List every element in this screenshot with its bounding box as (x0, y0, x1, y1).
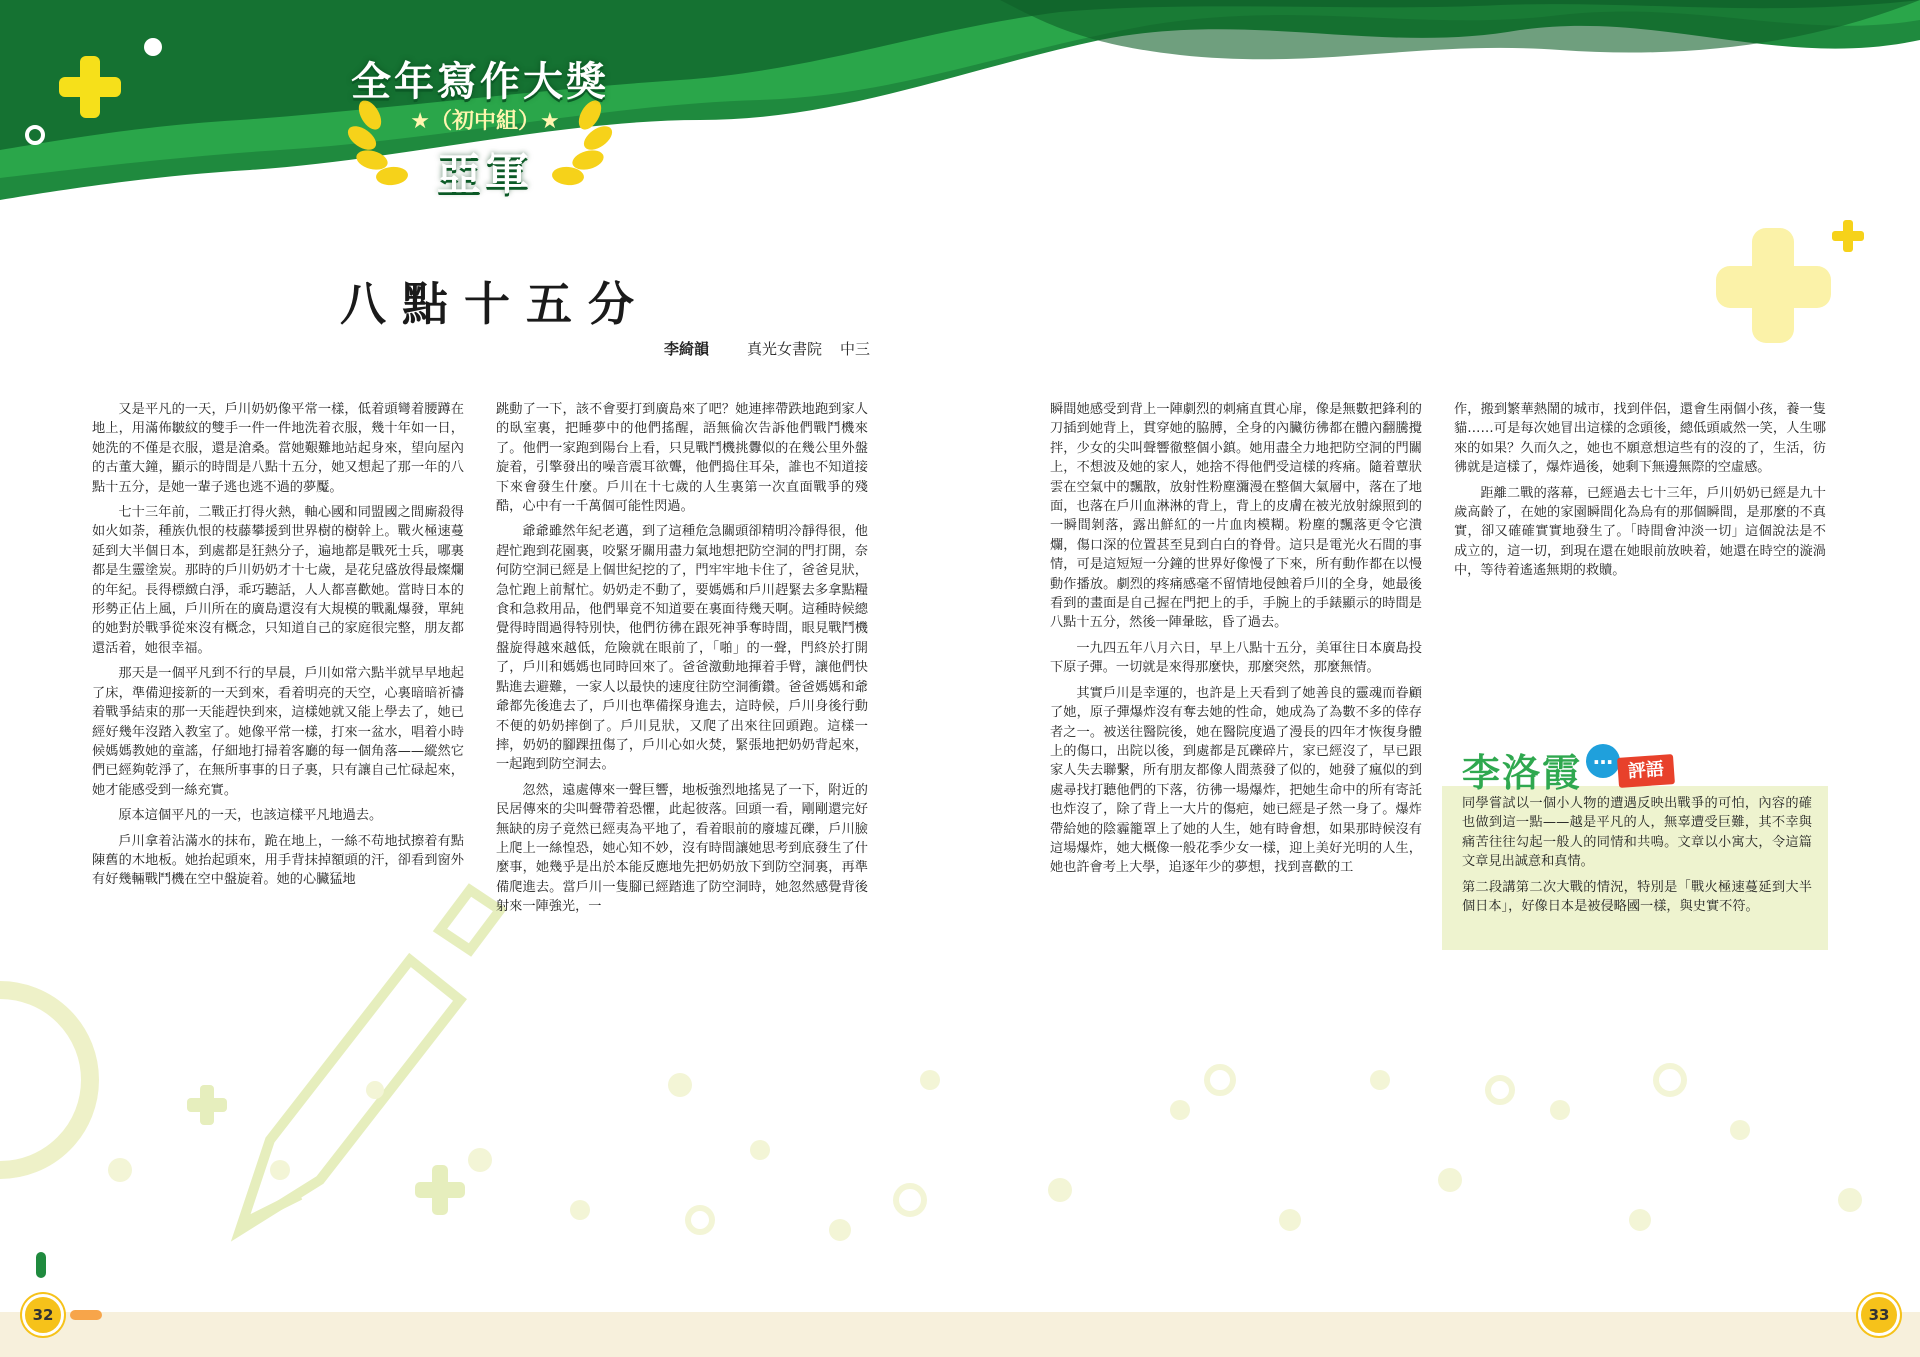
page-number-left: 32 (22, 1294, 64, 1336)
paragraph: 瞬間她感受到背上一陣劇烈的刺痛直貫心扉，像是無數把鋒利的刀插到她背上，貫穿她的脇膊，全身的內臟彷彿都在體內翻騰攪拌，少女的尖叫聲響徹整個小鎮。她用盡全力地把防空洞的門關上，不想波及她的家人，她捨不得他們受這樣的疼痛。隨着蕈狀雲在空氣中的飄散，放射性粉塵瀰漫在整個大氣層中，落在了地面，也落在戶川血淋淋的背上，背上的皮膚在被光放射線照到的一瞬間剝落，露出鮮紅的一片血肉模糊。粉塵的飄落更令它潰爛，傷口深的位置甚至見到白白的脊骨。這只是電光火石間的事情，可是這短短一分鐘的世界好像慢了下來，所有動作都在以慢動作播放。劇烈的疼痛感毫不留情地侵蝕着戶川的全身，她最後看到的畫面是自己握在門把上的手，手腕上的手錶顯示的時間是八點十五分，然後一陣暈眩，昏了過去。 (1050, 402, 1422, 631)
text-column-1 (92, 400, 464, 896)
paragraph: 爺爺雖然年紀老邁，到了這種危急關頭卻精明冷靜得很，他趕忙跑到花園裏，咬緊牙關用盡力氣地想把防空洞的門打開，奈何防空洞已經是上個世紀挖的了，門牢牢地卡住了，爸爸見狀，急忙跑上前幫忙。奶奶走不動了，要媽媽和戶川趕緊去多拿點糧食和急救用品，他們畢竟不知道要在裏面待幾天啊。這種時候總覺得時間過得特別快，他們彷彿在跟死神爭奪時間，眼見戰鬥機盤旋得越來越低，危險就在眼前了，「啪」的一聲，門終於打開了，戶川和媽媽也同時回來了。爸爸激動地揮着手臂，讓他們快點進去避難，一家人以最快的速度往防空洞衝鑽。爸爸媽媽和爺爺都先後進去了，戶川也準備探身進去，這時候，戶川身後行動不便的奶奶摔倒了。戶川見狀，又爬了出來往回頭跑。這樣一摔，奶奶的腳踝扭傷了，戶川心如火焚，緊張地把奶奶背起來，一起跑到防空洞去。 (496, 524, 868, 773)
paragraph: 其實戶川是幸運的，也許是上天看到了她善良的靈魂而眷顧了她，原子彈爆炸沒有奪去她的性命，她成為了為數不多的倖存者之一。被送往醫院後，她在醫院度過了漫長的四年才恢復身體上的傷口，出院以後，到處都是瓦礫碎片，家已經沒了，早已跟家人失去聯繫，所有朋友都像人間蒸發了似的，她發了瘋似的到處尋找打聽他們的下落，彷彿一場爆炸，把她生命中的所有寄託也炸沒了，除了背上一大片的傷疤，她已經是孑然一身了。爆炸帶給她的陰霾籠罩上了她的人生，她有時會想，如果那時候沒有這場爆炸，她大概像一般花季少女一樣，迎上美好光明的人生，她也許會考上大學，追逐年少的夢想，找到喜歡的工 (1050, 685, 1422, 876)
text-column-2 (496, 400, 868, 923)
comment-label: 評語 (1617, 754, 1675, 788)
paragraph: 七十三年前，二戰正打得火熱，軸心國和同盟國之間廝殺得如火如荼，種族仇恨的枝藤攀援到世界樹的樹幹上。戰火極速蔓延到大半個日本，到處都是狂熱分子，遍地都是戰死士兵，哪裏都是生靈塗炭。那時的戶川奶奶才十七歲，是花兒盛放得最燦爛的年紀。長得標緻白淨，乖巧聽話，人人都喜歡她。當時日本的形勢正佔上風，戶川所在的廣島還沒有大規模的戰亂爆發，單純的她對於戰爭從來沒有概念，只知道自己的家庭很完整，朋友都還活着，她很幸福。 (92, 505, 464, 656)
byline (500, 338, 870, 359)
commenter-name: 李洛霞 (1462, 751, 1583, 795)
paragraph: 作，搬到繁華熱鬧的城市，找到伴侶，還會生兩個小孩，養一隻貓……可是每次她冒出這樣的念頭後，總低頭戚然一笑，人生哪來的如果？久而久之，她也不願意想這些有的沒的了，生活，彷彿就是這樣了，爆炸過後，她剩下無邊無際的空虛感。 (1454, 402, 1826, 476)
comment-paragraph: 同學嘗試以一個小人物的遭遇反映出戰爭的可怕，內容的確也做到這一點——越是平凡的人，無辜遭受巨難，其不幸與痛苦往往勾起一般人的同情和共鳴。文章以小寓大，令這篇文章見出誠意和真情。 (1462, 796, 1812, 870)
paragraph: 一九四五年八月六日，早上八點十五分，美軍往日本廣島投下原子彈。一切就是來得那麼快，那麼突然，那麼無情。 (1050, 640, 1422, 676)
speech-bubble-icon: … (1586, 744, 1620, 778)
paragraph: 距離二戰的落幕，已經過去七十三年，戶川奶奶已經是九十歲高齡了，在她的家園瞬間化為烏有的那個瞬間，是那麼的不真實，卻又確確實實地發生了。「時間會沖淡一切」這個說法是不成立的，這一切，到現在還在她眼前放映着，她還在時空的漩渦中，等待着遙遙無期的救贖。 (1454, 485, 1826, 579)
grade: 中三 (839, 340, 870, 358)
text-column-4 (1454, 400, 1826, 587)
page-number-right: 33 (1858, 1294, 1900, 1336)
comment-text (1462, 794, 1812, 922)
author-name: 李綺韻 (663, 340, 709, 358)
award-group: ★（初中組）★ (410, 109, 560, 134)
school-name: 真光女書院 (746, 340, 822, 358)
paragraph: 跳動了一下，該不會要打到廣島來了吧？她連摔帶跌地跑到家人的臥室裏，把睡夢中的他們搖醒，語無倫次告訴他們戰鬥機來了。他們一家跑到陽台上看，只見戰鬥機挑釁似的在幾公里外盤旋着，引擎發出的噪音震耳欲聾，他們捣住耳朵，誰也不知道接下來會發生什麼。戶川在十七歲的人生裏第一次直面戰爭的殘酷，心中有一千萬個可能性閃過。 (496, 402, 868, 515)
text-column-3 (1050, 400, 1422, 884)
paragraph: 戶川拿着沾滿水的抹布，跪在地上，一絲不苟地拭擦着有點陳舊的木地板。她抬起頭來，用手背抹掉額頭的汗，卻看到窗外有好幾輛戰鬥機在空中盤旋着。她的心臟猛地 (92, 833, 464, 888)
paragraph: 又是平凡的一天，戶川奶奶像平常一樣，低着頭彎着腰蹲在地上，用滿佈皺紋的雙手一件一件地洗着衣服，幾十年如一日，她洗的不僅是衣服，還是滄桑。當她艱難地站起身來，望向屋內的古董大鐘，顯示的時間是八點十五分，她又想起了那一年的八點十五分，是她一輩子逃也逃不過的夢魘。 (92, 402, 464, 495)
essay-title: 八點十五分 (340, 277, 650, 331)
paragraph: 那天是一個平凡到不行的早晨，戶川如常六點半就早早地起了床，準備迎接新的一天到來，看着明亮的天空，心裏暗暗祈禱着戰爭結束的那一天能趕快到來，這樣她就又能上學去了，她已經好幾年沒踏入教室了。她像平常一樣，打來一盆水，唱着小時候媽媽教她的童謠，仔細地打掃着客廳的每一個角落——縱然它們已經夠乾淨了，在無所事事的日子裏，只有讓自己忙碌起來，她才能感受到一絲充實。 (92, 666, 464, 798)
comment-paragraph: 第二段講第二次大戰的情況，特別是「戰火極速蔓延到大半個日本」，好像日本是被侵略國一樣，與史實不符。 (1462, 879, 1812, 915)
award-rank: 亞軍 (437, 149, 533, 200)
paragraph: 忽然，遠處傳來一聲巨響，地板強烈地搖晃了一下，附近的民居傳來的尖叫聲帶着恐懼，此起彼落。回頭一看，剛剛還完好無缺的房子竟然已經夷為平地了，看着眼前的廢墟瓦礫，戶川臉上爬上一絲惶恐，她心知不妙，沒有時間讓她思考到底發生了什麼事，她幾乎是出於本能反應地先把奶奶放下到防空洞裏，再準備爬進去。當戶川一隻腳已經踏進了防空洞時，她忽然感覺背後射來一陣強光，一 (496, 782, 868, 915)
award-title: 全年寫作大獎 (351, 59, 609, 105)
paragraph: 原本這個平凡的一天，也該這樣平凡地過去。 (118, 808, 383, 824)
